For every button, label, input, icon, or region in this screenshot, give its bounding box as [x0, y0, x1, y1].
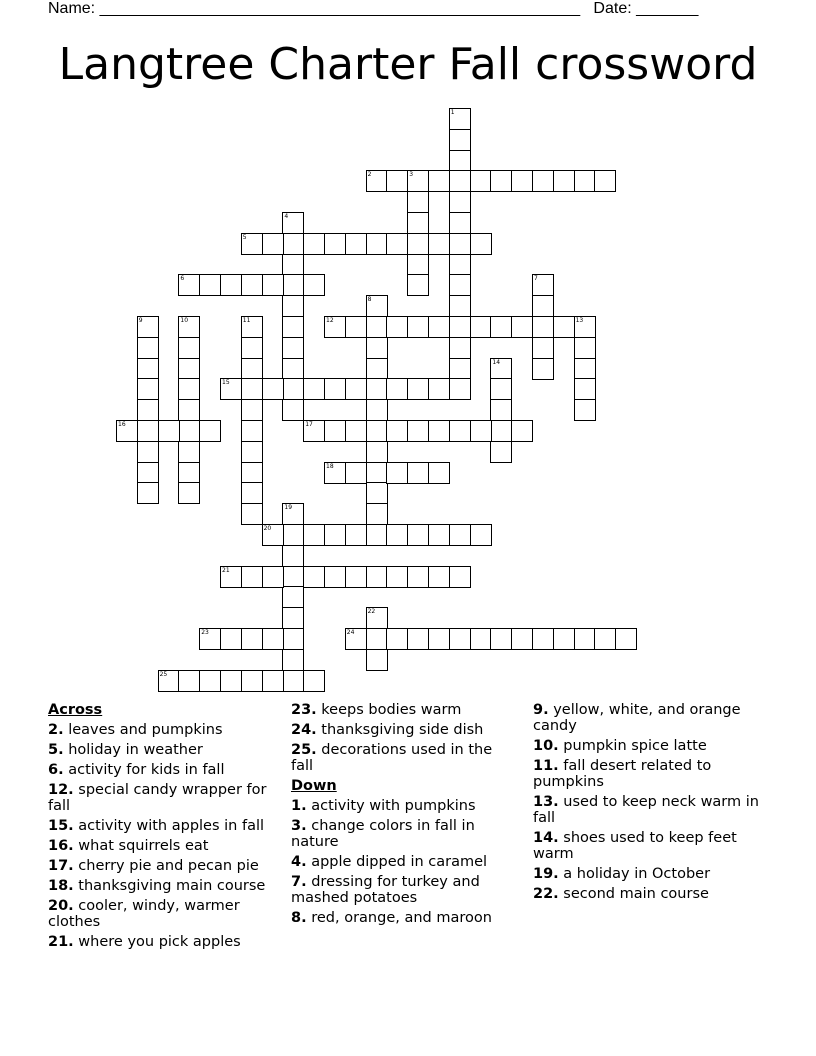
grid-cell[interactable]	[241, 503, 263, 525]
grid-cell[interactable]	[178, 337, 200, 359]
grid-cell[interactable]	[594, 170, 616, 192]
clue-number: 4	[284, 213, 289, 220]
grid-cell[interactable]	[449, 524, 471, 546]
clue-item	[291, 818, 509, 850]
clue-number: 23	[201, 629, 209, 636]
grid-cell[interactable]	[366, 566, 388, 588]
grid-cell[interactable]	[366, 399, 388, 421]
grid-cell[interactable]	[178, 420, 200, 442]
clue-number: 14	[492, 358, 501, 366]
clue-number-label: 21.	[48, 934, 74, 950]
clue-item	[291, 910, 509, 926]
grid-cell[interactable]	[303, 524, 325, 546]
clue-text: holiday in weather	[68, 742, 203, 758]
grid-cell[interactable]	[137, 358, 159, 380]
grid-cell[interactable]	[303, 274, 325, 296]
grid-cell[interactable]	[511, 170, 533, 192]
grid-cell[interactable]	[324, 566, 346, 588]
grid-cell[interactable]	[241, 482, 263, 504]
grid-cell[interactable]	[345, 316, 367, 338]
clue-item	[291, 702, 509, 718]
clue-text: second main course	[563, 886, 709, 902]
grid-cell[interactable]	[574, 378, 596, 400]
clue-number-label: 3.	[291, 818, 307, 834]
grid-cell[interactable]	[490, 399, 512, 421]
grid-cell[interactable]	[449, 129, 471, 151]
clue-text: leaves and pumpkins	[68, 722, 223, 738]
grid-cell[interactable]	[386, 628, 408, 650]
clue-number-label: 14.	[533, 830, 559, 846]
grid-cell[interactable]	[470, 524, 492, 546]
grid-cell[interactable]	[241, 462, 263, 484]
grid-cell[interactable]	[178, 399, 200, 421]
grid-cell[interactable]	[470, 170, 492, 192]
clue-number: 9	[138, 317, 143, 324]
grid-cell[interactable]	[303, 566, 325, 588]
clue-number-label: 1.	[291, 798, 307, 814]
clue-number: 21	[222, 566, 230, 574]
clue-text: dressing for turkey and mashed potatoes	[291, 874, 480, 906]
grid-cell[interactable]	[449, 358, 471, 380]
grid-cell[interactable]	[366, 358, 388, 380]
grid-cell[interactable]	[282, 566, 304, 588]
grid-cell[interactable]	[241, 399, 263, 421]
grid-cell[interactable]	[199, 274, 221, 296]
grid-cell[interactable]	[262, 274, 284, 296]
grid-cell[interactable]	[407, 524, 429, 546]
grid-cell[interactable]	[178, 378, 200, 400]
grid-cell[interactable]	[386, 462, 408, 484]
grid-cell[interactable]	[324, 420, 346, 442]
clue-item	[533, 738, 763, 754]
clue-text: yellow, white, and orange candy	[533, 702, 741, 734]
clue-item	[533, 758, 763, 790]
grid-cell[interactable]	[407, 212, 429, 234]
grid-cell[interactable]	[262, 233, 284, 255]
grid-cell[interactable]	[386, 420, 408, 442]
clue-text: pumpkin spice latte	[563, 738, 707, 754]
clue-item	[48, 838, 280, 854]
clue-number-label: 12.	[48, 782, 74, 798]
grid-cell[interactable]	[262, 628, 284, 650]
clue-text: keeps bodies warm	[321, 702, 462, 718]
clue-number: 12	[326, 317, 334, 324]
clue-text: thanksgiving side dish	[321, 722, 484, 738]
grid-cell[interactable]	[282, 274, 304, 296]
grid-cell[interactable]	[449, 254, 471, 276]
clue-number-label: 17.	[48, 858, 74, 874]
clue-number-label: 15.	[48, 818, 74, 834]
grid-cell[interactable]	[532, 628, 554, 650]
grid-cell[interactable]	[241, 420, 263, 442]
grid-cell[interactable]	[428, 462, 450, 484]
clue-number-label: 2.	[48, 722, 64, 738]
clue-item	[533, 794, 763, 826]
clue-text: shoes used to keep feet warm	[533, 830, 737, 862]
grid-cell[interactable]	[449, 150, 471, 172]
grid-cell[interactable]	[386, 233, 408, 255]
grid-cell[interactable]	[553, 628, 575, 650]
grid-cell[interactable]	[574, 358, 596, 380]
grid-cell[interactable]	[345, 462, 367, 484]
clue-number-label: 19.	[533, 866, 559, 882]
grid-cell[interactable]	[594, 628, 616, 650]
grid-cell[interactable]	[178, 670, 200, 692]
grid-cell[interactable]	[449, 337, 471, 359]
name-date-line: Name: ______________________________________________________ Date: _______	[48, 0, 699, 17]
grid-cell[interactable]	[345, 566, 367, 588]
grid-cell[interactable]	[220, 670, 242, 692]
clue-number-label: 16.	[48, 838, 74, 854]
clue-text: thanksgiving main course	[78, 878, 266, 894]
clue-item	[48, 898, 280, 930]
grid-cell[interactable]	[282, 316, 304, 338]
grid-cell[interactable]	[241, 566, 263, 588]
clue-text: activity with pumpkins	[311, 798, 476, 814]
grid-cell[interactable]	[553, 170, 575, 192]
clue-item	[291, 874, 509, 906]
grid-cell[interactable]	[574, 628, 596, 650]
clue-number: 18	[326, 462, 334, 470]
grid-cell[interactable]	[345, 233, 367, 255]
clue-number: 1	[450, 109, 455, 116]
grid-cell[interactable]	[407, 274, 429, 296]
grid-cell[interactable]	[407, 233, 429, 255]
grid-cell[interactable]	[470, 628, 492, 650]
grid-cell[interactable]	[282, 628, 304, 650]
grid-cell[interactable]	[553, 316, 575, 338]
grid-cell[interactable]	[532, 170, 554, 192]
clue-number-label: 23.	[291, 702, 317, 718]
grid-cell[interactable]	[282, 524, 304, 546]
clue-number: 8	[367, 296, 372, 304]
grid-cell[interactable]	[366, 378, 388, 400]
clue-number-label: 24.	[291, 722, 317, 738]
clue-text: where you pick apples	[78, 934, 241, 950]
clue-text: what squirrels eat	[78, 838, 209, 854]
clue-number: 2	[367, 171, 372, 179]
grid-cell[interactable]	[428, 170, 450, 192]
grid-cell[interactable]	[220, 274, 242, 296]
clue-text: a holiday in October	[563, 866, 711, 882]
grid-cell[interactable]	[574, 399, 596, 421]
grid-cell[interactable]	[345, 524, 367, 546]
grid-cell[interactable]	[449, 233, 471, 255]
clue-item	[533, 702, 763, 734]
grid-cell[interactable]	[490, 441, 512, 463]
across-heading: Across	[48, 702, 103, 718]
grid-cell[interactable]	[241, 670, 263, 692]
grid-cell[interactable]	[470, 420, 492, 442]
grid-cell[interactable]	[324, 524, 346, 546]
clue-number-label: 25.	[291, 742, 317, 758]
grid-cell[interactable]	[428, 378, 450, 400]
clue-number: 7	[534, 275, 538, 283]
grid-cell[interactable]	[511, 628, 533, 650]
grid-cell[interactable]	[386, 170, 408, 192]
grid-cell[interactable]	[366, 482, 388, 504]
grid-cell[interactable]	[407, 462, 429, 484]
grid-cell[interactable]	[282, 670, 304, 692]
clue-number-label: 4.	[291, 854, 307, 870]
grid-cell[interactable]	[428, 524, 450, 546]
grid-cell[interactable]	[615, 628, 637, 650]
clue-number-label: 6.	[48, 762, 64, 778]
clue-item	[291, 854, 509, 870]
grid-cell[interactable]	[137, 399, 159, 421]
grid-cell[interactable]	[137, 482, 159, 504]
grid-cell[interactable]	[158, 420, 180, 442]
grid-cell[interactable]	[262, 378, 284, 400]
grid-cell[interactable]	[574, 337, 596, 359]
grid-cell[interactable]	[532, 316, 554, 338]
clue-number: 6	[180, 275, 185, 283]
grid-cell[interactable]	[470, 233, 492, 255]
grid-cell[interactable]	[262, 566, 284, 588]
grid-cell[interactable]	[366, 441, 388, 463]
grid-cell[interactable]	[137, 378, 159, 400]
clue-item	[48, 878, 280, 894]
clue-text: fall desert related to pumpkins	[533, 758, 712, 790]
clue-text: activity for kids in fall	[68, 762, 225, 778]
grid-cell[interactable]	[282, 649, 304, 671]
clue-number-label: 11.	[533, 758, 559, 774]
clue-number-label: 8.	[291, 910, 307, 926]
clue-text: apple dipped in caramel	[311, 854, 488, 870]
clue-text: cooler, windy, warmer clothes	[48, 898, 240, 930]
grid-cell[interactable]	[220, 628, 242, 650]
grid-cell[interactable]	[366, 233, 388, 255]
grid-cell[interactable]	[178, 482, 200, 504]
clue-number: 20	[263, 525, 272, 532]
clue-number-label: 10.	[533, 738, 559, 754]
grid-cell[interactable]	[511, 316, 533, 338]
grid-cell[interactable]	[532, 358, 554, 380]
grid-cell[interactable]	[407, 316, 429, 338]
grid-cell[interactable]	[428, 316, 450, 338]
clue-number-label: 20.	[48, 898, 74, 914]
grid-cell[interactable]	[428, 628, 450, 650]
clue-number: 10	[180, 317, 189, 324]
clue-item	[291, 742, 509, 774]
grid-cell[interactable]	[199, 670, 221, 692]
grid-cell[interactable]	[428, 233, 450, 255]
clue-text: special candy wrapper for fall	[48, 782, 267, 814]
grid-cell[interactable]	[137, 337, 159, 359]
grid-cell[interactable]	[345, 378, 367, 400]
grid-cell[interactable]	[449, 274, 471, 296]
clue-item	[291, 722, 509, 738]
clue-number: 11	[242, 317, 251, 324]
clue-number: 5	[242, 233, 247, 241]
grid-cell[interactable]	[366, 649, 388, 671]
page-title: Langtree Charter Fall crossword	[58, 39, 758, 90]
grid-cell[interactable]	[574, 170, 596, 192]
grid-cell[interactable]	[449, 212, 471, 234]
grid-cell[interactable]	[366, 337, 388, 359]
clue-number: 19	[284, 504, 293, 512]
clue-number: 15	[222, 379, 230, 387]
grid-cell[interactable]	[407, 254, 429, 276]
clue-number: 3	[409, 171, 414, 179]
grid-cell[interactable]	[199, 420, 221, 442]
clue-number-label: 5.	[48, 742, 64, 758]
grid-cell[interactable]	[241, 274, 263, 296]
grid-cell[interactable]	[407, 378, 429, 400]
grid-cell[interactable]	[449, 316, 471, 338]
clue-number: 22	[367, 608, 376, 616]
grid-cell[interactable]	[449, 295, 471, 317]
grid-cell[interactable]	[178, 441, 200, 463]
grid-cell[interactable]	[532, 337, 554, 359]
clue-item	[533, 866, 763, 882]
grid-cell[interactable]	[386, 378, 408, 400]
grid-cell[interactable]	[282, 295, 304, 317]
clue-number: 16	[118, 421, 126, 428]
clue-text: decorations used in the fall	[291, 742, 493, 774]
grid-cell[interactable]	[282, 233, 304, 255]
grid-cell[interactable]	[366, 420, 388, 442]
grid-cell[interactable]	[386, 524, 408, 546]
clue-number: 24	[346, 629, 355, 636]
grid-cell[interactable]	[282, 607, 304, 629]
clue-text: used to keep neck warm in fall	[533, 794, 759, 826]
grid-cell[interactable]	[386, 566, 408, 588]
grid-cell[interactable]	[303, 378, 325, 400]
grid-cell[interactable]	[490, 170, 512, 192]
grid-cell[interactable]	[470, 316, 492, 338]
grid-cell[interactable]	[407, 420, 429, 442]
grid-cell[interactable]	[490, 378, 512, 400]
clues-column-1	[48, 702, 280, 954]
clue-text: cherry pie and pecan pie	[78, 858, 259, 874]
clue-number: 25	[159, 670, 168, 678]
clue-number-label: 22.	[533, 886, 559, 902]
grid-cell[interactable]	[324, 233, 346, 255]
grid-cell[interactable]	[241, 628, 263, 650]
grid-cell[interactable]	[241, 358, 263, 380]
grid-cell[interactable]	[490, 420, 512, 442]
grid-cell[interactable]	[282, 399, 304, 421]
clue-item	[533, 886, 763, 902]
grid-cell[interactable]	[303, 670, 325, 692]
grid-cell[interactable]	[449, 420, 471, 442]
clue-number: 17	[305, 421, 313, 428]
clue-item	[533, 830, 763, 862]
grid-cell[interactable]	[532, 295, 554, 317]
grid-cell[interactable]	[366, 524, 388, 546]
grid-cell[interactable]	[137, 462, 159, 484]
grid-cell[interactable]	[345, 420, 367, 442]
grid-cell[interactable]	[386, 316, 408, 338]
clue-item	[48, 782, 280, 814]
grid-cell[interactable]	[178, 358, 200, 380]
grid-cell[interactable]	[241, 378, 263, 400]
grid-cell[interactable]	[241, 337, 263, 359]
grid-cell[interactable]	[366, 503, 388, 525]
down-heading: Down	[291, 778, 337, 794]
grid-cell[interactable]	[241, 441, 263, 463]
grid-cell[interactable]	[282, 254, 304, 276]
clue-number: 13	[575, 317, 584, 324]
grid-cell[interactable]	[428, 566, 450, 588]
grid-cell[interactable]	[282, 358, 304, 380]
clues-column-3	[533, 702, 763, 906]
grid-cell[interactable]	[407, 191, 429, 213]
grid-cell[interactable]	[137, 420, 159, 442]
grid-cell[interactable]	[137, 441, 159, 463]
grid-cell[interactable]	[262, 670, 284, 692]
clue-text: change colors in fall in nature	[291, 818, 475, 850]
grid-cell[interactable]	[324, 378, 346, 400]
clue-number-label: 18.	[48, 878, 74, 894]
clues-column-2	[291, 702, 509, 930]
clue-item	[48, 742, 280, 758]
grid-cell[interactable]	[449, 170, 471, 192]
clue-item	[48, 858, 280, 874]
clue-text: red, orange, and maroon	[311, 910, 492, 926]
clue-item	[291, 798, 509, 814]
clue-item	[48, 934, 280, 950]
grid-cell[interactable]	[511, 420, 533, 442]
grid-cell[interactable]	[407, 628, 429, 650]
clue-number-label: 7.	[291, 874, 307, 890]
clue-item	[48, 762, 280, 778]
clue-number-label: 13.	[533, 794, 559, 810]
grid-cell[interactable]	[366, 316, 388, 338]
grid-cell[interactable]	[449, 191, 471, 213]
grid-cell[interactable]	[449, 628, 471, 650]
clue-item	[48, 722, 280, 738]
grid-cell[interactable]	[303, 233, 325, 255]
grid-cell[interactable]	[449, 378, 471, 400]
grid-cell[interactable]	[178, 462, 200, 484]
grid-cell[interactable]	[282, 337, 304, 359]
grid-cell[interactable]	[407, 566, 429, 588]
grid-cell[interactable]	[282, 378, 304, 400]
grid-cell[interactable]	[366, 462, 388, 484]
clue-item	[48, 818, 280, 834]
clue-text: activity with apples in fall	[78, 818, 265, 834]
grid-cell[interactable]	[366, 628, 388, 650]
grid-cell[interactable]	[282, 586, 304, 608]
grid-cell[interactable]	[428, 420, 450, 442]
grid-cell[interactable]	[490, 316, 512, 338]
clue-number-label: 9.	[533, 702, 549, 718]
grid-cell[interactable]	[449, 566, 471, 588]
grid-cell[interactable]	[282, 545, 304, 567]
grid-cell[interactable]	[490, 628, 512, 650]
